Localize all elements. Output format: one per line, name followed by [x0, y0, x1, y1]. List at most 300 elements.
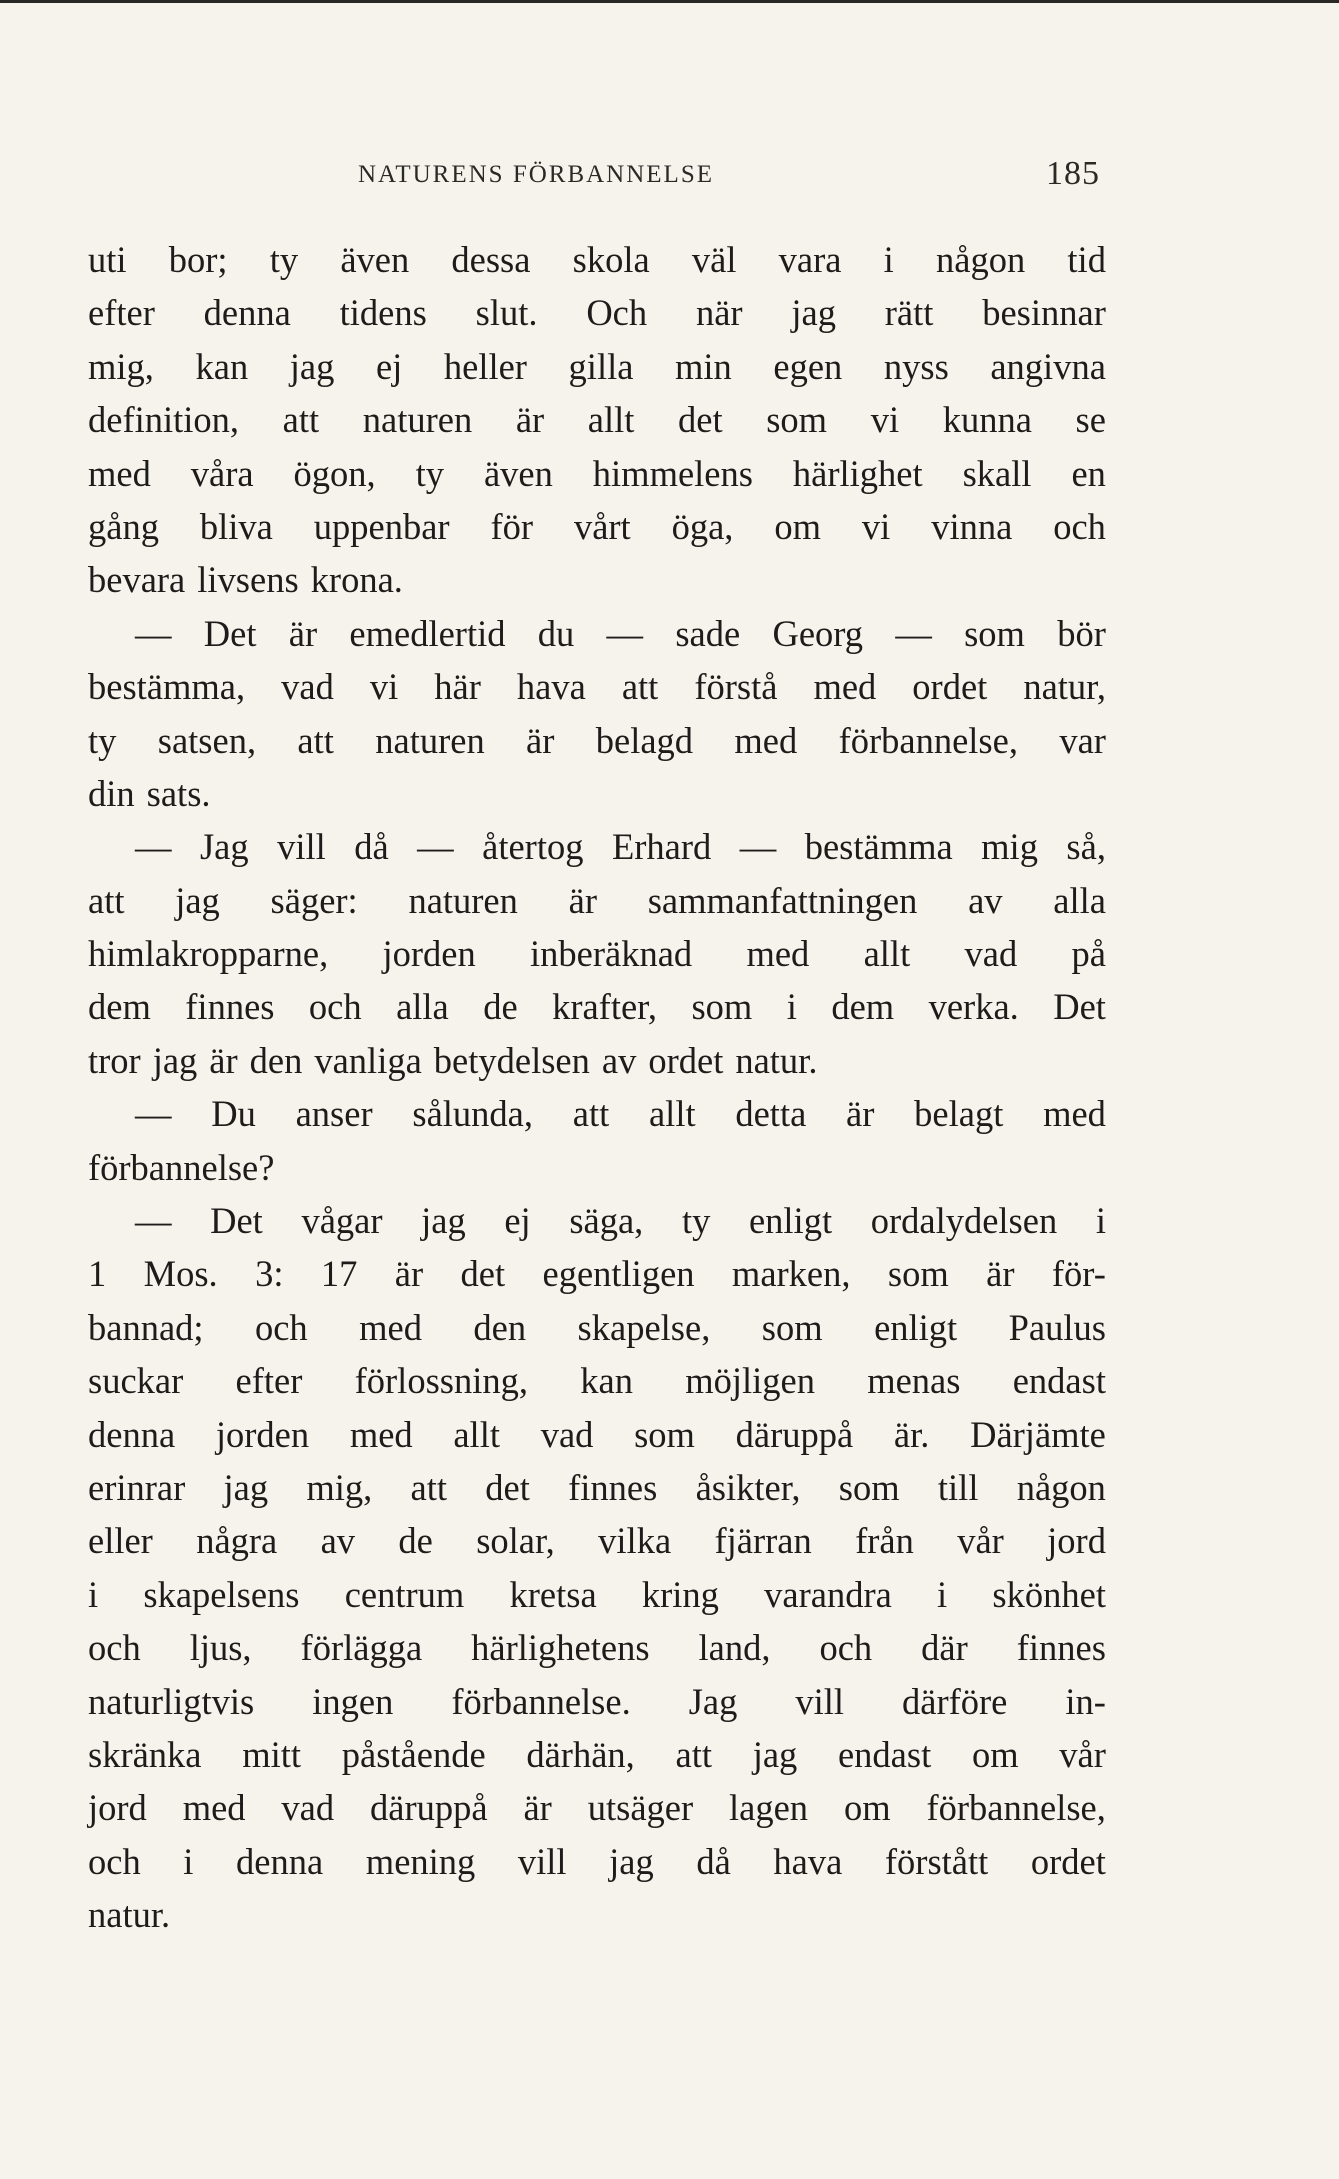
- text-word: eller: [88, 1520, 153, 1562]
- text-word: vad: [281, 1787, 335, 1829]
- text-word: att: [675, 1733, 712, 1775]
- text-word: dessa: [451, 239, 531, 280]
- text-word: skola: [572, 239, 650, 280]
- text-word: mitt: [242, 1733, 302, 1775]
- text-word: nyss: [883, 345, 949, 387]
- text-word: vara: [778, 239, 842, 280]
- text-word: bör: [1057, 612, 1106, 654]
- text-word: möjligen: [685, 1360, 815, 1402]
- text-word: att: [282, 399, 320, 441]
- text-word: lagen: [729, 1787, 809, 1829]
- text-word: de: [398, 1520, 433, 1562]
- text-word: jord: [88, 1787, 147, 1829]
- text-word: här: [434, 666, 481, 708]
- text-word: denna: [236, 1840, 324, 1882]
- text-word: ordalydelsen: [870, 1200, 1058, 1242]
- text-word: med: [349, 1413, 413, 1455]
- text-word: enligt: [748, 1200, 833, 1242]
- text-word: gång: [88, 505, 159, 547]
- text-word: naturen: [408, 879, 518, 921]
- text-word: verka.: [928, 986, 1019, 1028]
- text-word: det: [485, 1466, 530, 1508]
- text-word: även: [340, 239, 410, 280]
- text-word: Erhard: [611, 826, 712, 868]
- text-word: med: [746, 933, 810, 975]
- text-word: endast: [837, 1733, 932, 1775]
- text-word: Det: [203, 612, 257, 654]
- text-word: Jag: [199, 826, 249, 868]
- text-word: som: [766, 399, 828, 441]
- text-word: min: [675, 345, 732, 387]
- text-line: [88, 607, 1106, 660]
- text-line: [88, 874, 1106, 927]
- text-line: [88, 1728, 1106, 1781]
- text-line: [88, 447, 1106, 500]
- text-word: vad: [281, 666, 334, 708]
- text-line: [88, 820, 1106, 873]
- text-word: bor;: [168, 239, 228, 280]
- text-word: åsikter,: [695, 1466, 801, 1508]
- text-word: tror: [88, 1039, 141, 1081]
- text-word: kan: [580, 1360, 633, 1402]
- text-word: alla: [1053, 879, 1106, 921]
- text-word: du: [537, 612, 575, 654]
- text-word: mening: [365, 1840, 476, 1882]
- text-word: säga,: [569, 1200, 644, 1242]
- text-word: och: [1053, 505, 1106, 547]
- text-word: jag: [223, 1466, 269, 1508]
- text-word: när: [695, 292, 743, 334]
- text-word: ej: [375, 345, 403, 387]
- top-rule: [0, 0, 1339, 3]
- text-word: förbannelse,: [838, 719, 1018, 761]
- text-word: enligt: [874, 1306, 958, 1348]
- text-word: är: [209, 1039, 238, 1081]
- text-word: någon: [1016, 1466, 1106, 1508]
- text-word: naturen: [375, 719, 485, 761]
- text-word: natur.: [735, 1039, 818, 1081]
- text-word: Jag: [688, 1680, 738, 1722]
- text-line: [88, 1568, 1106, 1621]
- text-word: som: [691, 986, 753, 1028]
- text-word: ögon,: [293, 452, 376, 494]
- text-word: denna: [88, 1413, 176, 1455]
- text-word: egentligen: [542, 1253, 695, 1295]
- text-word: belagd: [595, 719, 694, 761]
- text-word: natur.: [88, 1894, 171, 1936]
- text-word: din: [88, 772, 135, 814]
- text-word: 3:: [255, 1253, 284, 1295]
- text-word: jag: [752, 1733, 798, 1775]
- text-word: allt: [863, 933, 911, 975]
- text-word: då: [354, 826, 389, 868]
- text-word: för: [490, 505, 534, 547]
- text-word: mig,: [306, 1466, 373, 1508]
- text-word: vill: [517, 1840, 567, 1882]
- text-word: allt: [587, 399, 635, 441]
- text-word: förlossning,: [354, 1360, 528, 1402]
- text-line: [88, 980, 1106, 1033]
- text-word: centrum: [344, 1573, 465, 1615]
- text-word: Det: [1053, 986, 1106, 1028]
- text-word: menas: [867, 1360, 961, 1402]
- text-word: förstått: [884, 1840, 989, 1882]
- text-line: [88, 767, 1106, 820]
- text-word: ingen: [312, 1680, 394, 1722]
- text-word: ty: [681, 1200, 711, 1242]
- text-line: [88, 1247, 1106, 1300]
- text-word: om: [774, 505, 821, 547]
- text-word: däruppå: [370, 1787, 488, 1829]
- text-word: dem: [88, 986, 151, 1028]
- text-line: [88, 1514, 1106, 1567]
- text-word: solar,: [476, 1520, 555, 1562]
- text-line: [88, 660, 1106, 713]
- text-word: mig,: [88, 345, 154, 387]
- text-word: härlighetens: [471, 1627, 650, 1669]
- text-word: däruppå: [735, 1413, 854, 1455]
- text-word: är: [846, 1093, 875, 1135]
- text-word: förbannelse.: [451, 1680, 631, 1722]
- text-word: —: [135, 1093, 172, 1135]
- text-word: skönhet: [992, 1573, 1106, 1615]
- text-word: är: [986, 1253, 1015, 1295]
- text-line: [88, 927, 1106, 980]
- text-word: är: [288, 612, 318, 654]
- text-word: vågar: [301, 1200, 383, 1242]
- text-word: natur,: [1023, 666, 1106, 708]
- text-word: vilka: [598, 1520, 672, 1562]
- text-word: de: [483, 986, 518, 1028]
- text-word: om: [971, 1733, 1019, 1775]
- text-word: ty: [415, 452, 444, 494]
- text-word: i: [786, 986, 797, 1028]
- text-word: det: [678, 399, 723, 441]
- text-word: väl: [691, 239, 737, 280]
- text-word: ljus,: [189, 1627, 252, 1669]
- text-word: säger:: [270, 879, 358, 921]
- text-line: [88, 714, 1106, 767]
- text-word: vinna: [931, 505, 1013, 547]
- text-word: skapelse,: [577, 1306, 711, 1348]
- text-word: härlighet: [792, 452, 923, 494]
- text-word: med: [182, 1787, 246, 1829]
- text-line: [88, 1301, 1106, 1354]
- text-word: så,: [1066, 826, 1106, 868]
- text-word: dem: [831, 986, 895, 1028]
- text-word: —: [606, 612, 644, 654]
- text-word: av: [968, 879, 1003, 921]
- text-word: med: [1043, 1093, 1106, 1135]
- text-word: vi: [870, 399, 900, 441]
- text-word: naturen: [362, 399, 473, 441]
- text-word: angivna: [990, 345, 1106, 387]
- text-word: några: [196, 1520, 278, 1562]
- text-word: skall: [962, 452, 1032, 494]
- text-word: sålunda,: [412, 1093, 533, 1135]
- text-word: att: [88, 879, 125, 921]
- text-line: [88, 500, 1106, 553]
- text-word: himlakropparne,: [88, 933, 329, 975]
- text-word: därhän,: [526, 1733, 635, 1775]
- text-word: Paulus: [1008, 1306, 1106, 1348]
- text-word: jag: [289, 345, 335, 387]
- text-word: finnes: [568, 1466, 658, 1508]
- text-word: som: [964, 612, 1025, 654]
- text-line: [88, 233, 1106, 286]
- text-word: denna: [203, 292, 291, 334]
- text-word: —: [739, 826, 777, 868]
- text-word: från: [855, 1520, 914, 1562]
- text-word: finnes: [1016, 1627, 1106, 1669]
- text-word: vi: [861, 505, 891, 547]
- text-line: [88, 553, 1106, 606]
- text-line: [88, 1781, 1106, 1834]
- text-word: ordet: [648, 1039, 724, 1081]
- text-word: livsens: [197, 559, 299, 601]
- text-word: Därjämte: [970, 1413, 1106, 1455]
- text-word: bannad;: [88, 1306, 204, 1348]
- text-word: då: [696, 1840, 731, 1882]
- text-line: [88, 1194, 1106, 1247]
- text-word: med: [813, 666, 877, 708]
- text-word: —: [135, 1200, 172, 1242]
- text-word: sade: [675, 612, 741, 654]
- text-word: gilla: [568, 345, 634, 387]
- text-word: till: [937, 1466, 979, 1508]
- text-word: och: [88, 1840, 141, 1882]
- text-word: krona.: [310, 559, 403, 601]
- text-line: [88, 286, 1106, 339]
- text-word: den: [473, 1306, 527, 1348]
- text-word: belagt: [914, 1093, 1004, 1135]
- page-header: [358, 155, 1100, 195]
- text-word: med: [734, 719, 798, 761]
- text-word: Och: [586, 292, 648, 334]
- text-word: allt: [453, 1413, 500, 1455]
- text-word: himmelens: [592, 452, 753, 494]
- text-word: egen: [773, 345, 843, 387]
- text-word: finnes: [185, 986, 275, 1028]
- text-line: [88, 1034, 1106, 1087]
- text-word: kring: [641, 1573, 719, 1615]
- text-word: på: [1071, 933, 1106, 975]
- text-word: öga,: [671, 505, 734, 547]
- text-word: i: [1095, 1200, 1106, 1242]
- text-word: Georg: [772, 612, 864, 654]
- text-word: är: [526, 719, 555, 761]
- text-word: återtog: [482, 826, 584, 868]
- page-number: 185: [1046, 155, 1100, 192]
- text-word: att: [621, 666, 659, 708]
- text-word: därföre: [902, 1680, 1008, 1722]
- text-word: med: [88, 452, 151, 494]
- text-word: bliva: [199, 505, 273, 547]
- text-word: jag: [609, 1840, 654, 1882]
- text-word: definition,: [88, 399, 240, 441]
- text-word: Du: [211, 1093, 256, 1135]
- text-word: vill: [795, 1680, 845, 1722]
- text-word: som: [838, 1466, 900, 1508]
- text-word: bestämma,: [88, 666, 246, 708]
- text-word: även: [483, 452, 553, 494]
- text-word: efter: [235, 1360, 303, 1402]
- text-word: är: [515, 399, 545, 441]
- text-word: att: [410, 1466, 448, 1508]
- text-line: [88, 393, 1106, 446]
- text-word: och: [254, 1306, 308, 1348]
- text-word: som: [887, 1253, 949, 1295]
- text-word: jord: [1047, 1520, 1106, 1562]
- text-word: i: [937, 1573, 948, 1615]
- text-word: är.: [893, 1413, 930, 1455]
- text-line: [88, 1141, 1106, 1194]
- text-word: i: [88, 1573, 99, 1615]
- text-word: in-: [1065, 1680, 1106, 1722]
- text-word: erinrar: [88, 1466, 186, 1508]
- text-word: är: [523, 1787, 552, 1829]
- text-word: —: [417, 826, 454, 868]
- text-word: ty: [269, 239, 299, 280]
- text-word: jag: [152, 1039, 198, 1081]
- text-word: —: [895, 612, 932, 654]
- text-word: emedlertid: [349, 612, 506, 654]
- text-word: 17: [320, 1253, 358, 1295]
- text-line: [88, 1461, 1106, 1514]
- text-word: rätt: [884, 292, 934, 334]
- text-word: inberäknad: [530, 933, 693, 975]
- text-word: är: [568, 879, 597, 921]
- text-word: i: [883, 239, 894, 280]
- text-word: förstå: [694, 666, 778, 708]
- text-word: besinnar: [982, 292, 1106, 334]
- text-word: anser: [295, 1093, 373, 1135]
- text-word: vi: [369, 666, 399, 708]
- text-word: kunna: [942, 399, 1032, 441]
- text-word: att: [297, 719, 334, 761]
- text-word: bestämma: [804, 826, 953, 868]
- text-word: vad: [964, 933, 1018, 975]
- text-word: alla: [396, 986, 449, 1028]
- text-word: 1: [88, 1253, 107, 1295]
- text-word: av: [320, 1520, 356, 1562]
- text-word: vill: [277, 826, 326, 868]
- text-word: Mos.: [143, 1253, 218, 1295]
- text-word: skapelsens: [143, 1573, 300, 1615]
- text-word: varandra: [764, 1573, 892, 1615]
- text-word: jag: [421, 1200, 466, 1242]
- running-title: NATURENS FÖRBANNELSE: [358, 161, 715, 188]
- text-word: naturligtvis: [88, 1680, 255, 1722]
- text-word: med: [359, 1306, 422, 1348]
- text-word: allt: [648, 1093, 696, 1135]
- text-line: [88, 1354, 1106, 1407]
- text-word: hava: [773, 1840, 843, 1882]
- text-word: betydelsen: [433, 1039, 590, 1081]
- text-line: [88, 1621, 1106, 1674]
- text-line: [88, 1888, 1106, 1941]
- text-word: tid: [1067, 239, 1106, 280]
- text-word: efter: [88, 292, 155, 334]
- text-word: vårt: [573, 505, 631, 547]
- text-line: [88, 1675, 1106, 1728]
- text-word: det: [460, 1253, 506, 1295]
- text-word: förbannelse,: [926, 1787, 1106, 1829]
- text-word: där: [921, 1627, 968, 1669]
- text-word: våra: [190, 452, 254, 494]
- text-word: kan: [195, 345, 249, 387]
- text-word: som: [634, 1413, 695, 1455]
- text-word: vanliga: [314, 1039, 422, 1081]
- text-word: satsen,: [157, 719, 257, 761]
- text-word: skränka: [88, 1733, 202, 1775]
- text-word: påstående: [341, 1733, 486, 1775]
- text-word: sammanfattningen: [647, 879, 918, 921]
- text-word: tidens: [339, 292, 427, 334]
- text-word: i: [183, 1840, 194, 1882]
- text-word: vår: [1059, 1733, 1106, 1775]
- text-word: uppenbar: [313, 505, 450, 547]
- text-word: sats.: [146, 772, 211, 814]
- text-word: vår: [957, 1520, 1004, 1562]
- text-word: och: [308, 986, 362, 1028]
- body-text: [88, 233, 1106, 1942]
- text-word: kretsa: [509, 1573, 597, 1615]
- text-line: [88, 340, 1106, 393]
- text-word: är: [394, 1253, 424, 1295]
- text-word: den: [249, 1039, 303, 1081]
- text-word: som: [761, 1306, 823, 1348]
- text-word: ordet: [912, 666, 988, 708]
- text-word: jorden: [382, 933, 476, 975]
- text-word: var: [1059, 719, 1106, 761]
- text-word: bevara: [88, 559, 186, 601]
- text-word: fjärran: [714, 1520, 812, 1562]
- text-word: jag: [791, 292, 836, 334]
- text-line: [88, 1408, 1106, 1461]
- text-word: endast: [1012, 1360, 1106, 1402]
- text-word: ej: [504, 1200, 531, 1242]
- text-word: uti: [88, 239, 127, 280]
- text-word: heller: [443, 345, 527, 387]
- text-word: och: [88, 1627, 141, 1669]
- text-word: och: [819, 1627, 873, 1669]
- text-word: förlägga: [300, 1627, 423, 1669]
- text-word: jorden: [215, 1413, 310, 1455]
- text-word: slut.: [475, 292, 538, 334]
- text-word: hava: [516, 666, 586, 708]
- text-word: —: [135, 826, 172, 868]
- text-word: land,: [698, 1627, 771, 1669]
- text-word: att: [572, 1093, 610, 1135]
- text-word: utsäger: [587, 1787, 694, 1829]
- text-line: [88, 1835, 1106, 1888]
- text-word: mig: [981, 826, 1038, 868]
- text-word: vad: [540, 1413, 594, 1455]
- text-word: om: [843, 1787, 891, 1829]
- text-word: suckar: [88, 1360, 184, 1402]
- text-word: detta: [735, 1093, 807, 1135]
- text-line: [88, 1087, 1106, 1140]
- text-word: ty: [88, 719, 117, 761]
- text-word: Det: [210, 1200, 263, 1242]
- text-word: se: [1075, 399, 1106, 441]
- text-word: av: [601, 1039, 637, 1081]
- text-word: någon: [936, 239, 1026, 280]
- text-word: förbannelse?: [88, 1146, 275, 1188]
- text-word: ordet: [1030, 1840, 1106, 1882]
- text-word: krafter,: [552, 986, 657, 1028]
